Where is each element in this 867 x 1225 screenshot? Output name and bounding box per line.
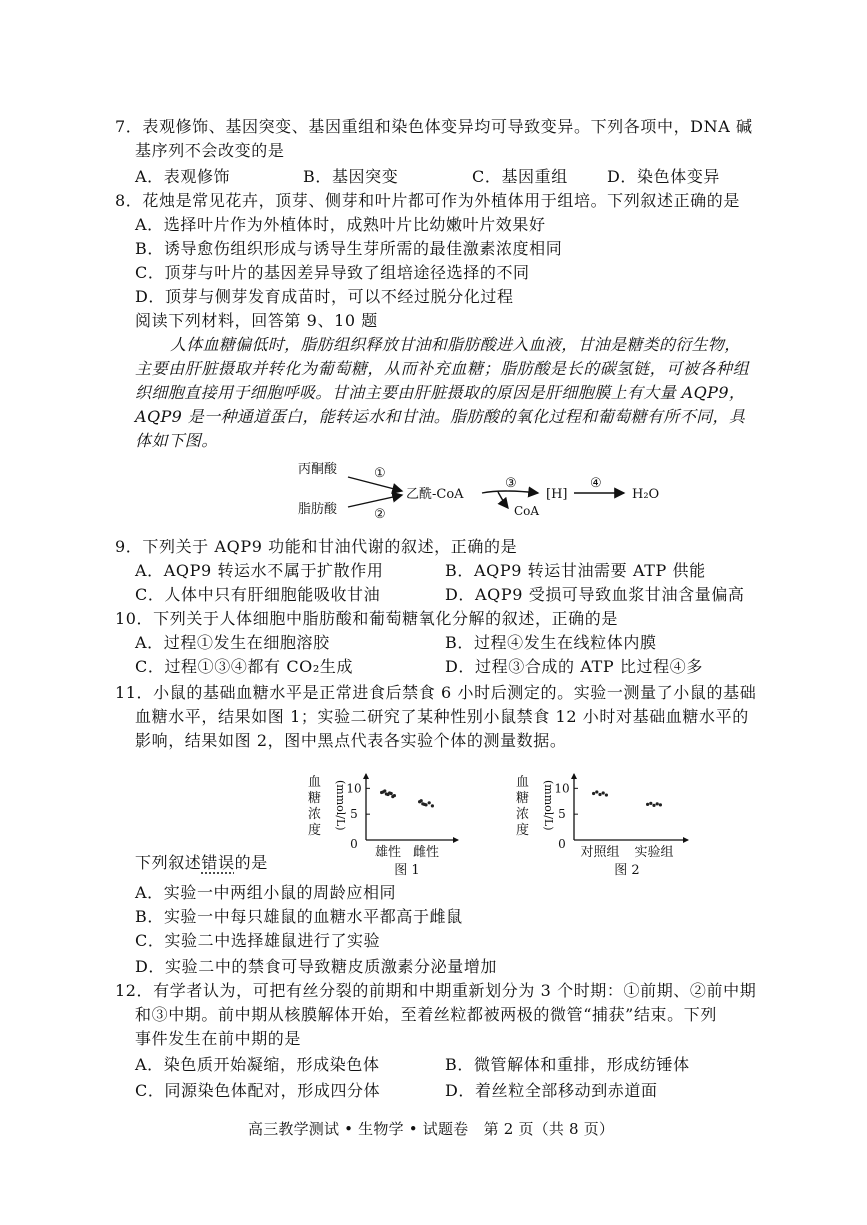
q11-ask [135, 853, 268, 873]
arrow-coa-release [498, 492, 508, 508]
figure-title: 图 1 [394, 863, 420, 878]
figure-title: 图 2 [614, 863, 640, 878]
x-axis-arrow [683, 837, 689, 843]
q11-option-b: B．实验一中每只雄鼠的血糖水平都高于雌鼠 [135, 907, 463, 926]
y-axis-arrow [571, 773, 577, 779]
q8-option-c: C．顶芽与叶片的基因差异导致了组培途径选择的不同 [135, 263, 530, 282]
pyruvate-label: 丙酮酸 [298, 462, 338, 477]
data-point [659, 803, 662, 806]
data-point [428, 801, 431, 804]
material-line-2: 主要由肝脏摄取并转化为葡萄糖，从而补充血糖；脂肪酸是长的碳氢链，可被各种组 [135, 359, 750, 378]
q11-option-c: C．实验二中选择雄鼠进行了实验 [135, 931, 381, 950]
ylabel-char: 浓 [516, 807, 530, 822]
q8-option-d: D．顶芽与侧芽发育成苗时，可以不经过脱分化过程 [135, 287, 514, 306]
ylabel-char: 度 [516, 823, 530, 838]
step4-marker: ④ [590, 476, 602, 491]
data-point [652, 804, 655, 807]
y-axis-arrow [363, 773, 369, 779]
q7-stem-part3: 改变的是 [218, 141, 285, 160]
material-line-1: 人体血糖偏低时，脂肪组织释放甘油和脂肪酸进入血液，甘油是糖类的衍生物， [170, 335, 741, 354]
data-point [431, 804, 434, 807]
fatty-acid-label: 脂肪酸 [298, 502, 338, 517]
q10-option-b: B．过程④发生在线粒体内膜 [445, 633, 657, 652]
ylabel-char: 糖 [308, 791, 322, 806]
y-tick-label: 10 [346, 781, 362, 796]
material-line-4: AQP9 是一种通道蛋白，能转运水和甘油。脂肪酸的氧化过程和葡萄糖有所不同，具 [135, 407, 746, 426]
data-point [420, 799, 423, 802]
h-label: [H] [546, 487, 568, 502]
q11-stem-line3: 影响，结果如图 2，图中黑点代表各实验个体的测量数据。 [135, 731, 567, 750]
data-point [646, 803, 649, 806]
data-point [602, 791, 605, 794]
q12-stem-line1: 12．有学者认为，可把有丝分裂的前期和中期重新划分为 3 个时期：①前期、②前中期 [115, 981, 757, 1000]
figure-2-chart [516, 772, 706, 882]
data-point [423, 803, 426, 806]
q7-option-a: A．表观修饰 [135, 167, 231, 186]
x-category-label: 实验组 [634, 845, 674, 860]
ylabel-unit: (mmol/L) [542, 780, 555, 831]
q7-option-d: D．染色体变异 [607, 167, 721, 186]
q11-stem-line2: 血糖水平，结果如图 1；实验二研究了某种性别小鼠禁食 12 小时对基础血糖水平的 [135, 707, 749, 726]
q7-emphasis: 不会 [184, 141, 219, 160]
data-point [649, 802, 652, 805]
q10-option-d: D．过程③合成的 ATP 比过程④多 [445, 657, 703, 676]
arrow-step3 [482, 491, 538, 493]
step3-marker: ③ [505, 476, 517, 491]
q7-stem-line2 [135, 141, 284, 161]
q11-option-d: D．实验二中的禁食可导致糖皮质激素分泌量增加 [135, 957, 498, 976]
arrow-step2 [348, 495, 402, 507]
y-tick-label: 5 [558, 807, 566, 822]
data-point [605, 793, 608, 796]
q12-stem-line3: 事件发生在前中期的是 [135, 1029, 302, 1048]
q12-option-a: A．染色质开始凝缩，形成染色体 [135, 1055, 380, 1074]
q10-option-a: A．过程①发生在细胞溶胶 [135, 633, 330, 652]
acetyl-coa-label: 乙酰-CoA [406, 487, 464, 502]
q11-option-a: A．实验一中两组小鼠的周龄应相同 [135, 883, 397, 902]
q10-stem: 10．下列关于人体细胞中脂肪酸和葡萄糖氧化分解的叙述，正确的是 [115, 609, 618, 628]
ylabel-unit: (mmol/L) [334, 780, 347, 831]
material-line-5: 体如下图。 [135, 431, 219, 450]
q7-stem-line1: 7．表观修饰、基因突变、基因重组和染色体变异均可导致变异。下列各项中，DNA 碱 [115, 117, 753, 136]
data-point [382, 790, 385, 793]
q11-emphasis: 错误 [201, 853, 235, 872]
ylabel-char: 血 [516, 775, 530, 790]
data-point [388, 791, 391, 794]
q9-stem: 9．下列关于 AQP9 功能和甘油代谢的叙述，正确的是 [115, 537, 518, 556]
q12-stem-line2: 和③中期。前中期从核膜解体开始，至着丝粒都被两极的微管“捕获”结束。下列 [135, 1005, 717, 1024]
q7-option-c: C．基因重组 [472, 167, 568, 186]
q9-option-d: D．AQP9 受损可导致血浆甘油含量偏高 [445, 585, 745, 604]
x-category-label: 对照组 [580, 845, 620, 860]
step2-marker: ② [374, 507, 386, 522]
figure-1-chart [308, 772, 478, 882]
ylabel-char: 度 [308, 823, 322, 838]
q9-option-a: A．AQP9 转运水不属于扩散作用 [135, 561, 384, 580]
y-tick-label: 5 [350, 807, 358, 822]
q8-option-a: A．选择叶片作为外植体时，成熟叶片比幼嫩叶片效果好 [135, 215, 546, 234]
data-point [656, 802, 659, 805]
q11-ask-part3: 的是 [234, 853, 268, 872]
data-point [391, 795, 394, 798]
y-tick-label: 10 [554, 781, 570, 796]
q9-option-c: C．人体中只有肝细胞能吸收甘油 [135, 585, 381, 604]
data-point [592, 792, 595, 795]
page-footer: 高三教学测试 • 生物学 • 试题卷 第 2 页（共 8 页） [248, 1120, 615, 1138]
ylabel-char: 血 [308, 775, 322, 790]
q11-stem-line1: 11．小鼠的基础血糖水平是正常进食后禁食 6 小时后测定的。实验一测量了小鼠的基础 [115, 683, 757, 702]
water-label: H₂O [632, 487, 660, 502]
q12-option-d: D．着丝粒全部移动到赤道面 [445, 1081, 658, 1100]
q12-option-c: C．同源染色体配对，形成四分体 [135, 1081, 381, 1100]
material-line-3: 织细胞直接用于细胞呼吸。甘油主要由肝脏摄取的原因是肝细胞膜上有大量 AQP9， [135, 383, 746, 402]
q7-option-b: B．基因突变 [303, 167, 399, 186]
coa-label: CoA [514, 504, 540, 518]
data-point [595, 790, 598, 793]
ylabel-char: 浓 [308, 807, 322, 822]
q8-option-b: B．诱导愈伤组织形成与诱导生芽所需的最佳激素浓度相同 [135, 239, 563, 258]
ylabel-char: 糖 [516, 791, 530, 806]
x-category-label: 雌性 [412, 845, 440, 860]
y-tick-label: 0 [350, 837, 358, 851]
y-tick-label: 0 [558, 837, 566, 851]
material-intro: 阅读下列材料，回答第 9、10 题 [135, 311, 378, 330]
q12-option-b: B．微管解体和重排，形成纺锤体 [445, 1055, 690, 1074]
q8-stem: 8．花烛是常见花卉，顶芽、侧芽和叶片都可作为外植体用于组培。下列叙述正确的是 [115, 191, 740, 210]
data-point [385, 792, 388, 795]
x-axis-arrow [453, 837, 459, 843]
data-point [598, 793, 601, 796]
x-category-label: 雄性 [374, 845, 402, 860]
metabolic-pathway-diagram [290, 455, 690, 525]
q10-option-c: C．过程①③④都有 CO₂生成 [135, 657, 354, 676]
q9-option-b: B．AQP9 转运甘油需要 ATP 供能 [445, 561, 706, 580]
q11-ask-part1: 下列叙述 [135, 853, 202, 872]
q7-stem-part1: 基序列 [135, 141, 185, 160]
step1-marker: ① [374, 466, 386, 481]
